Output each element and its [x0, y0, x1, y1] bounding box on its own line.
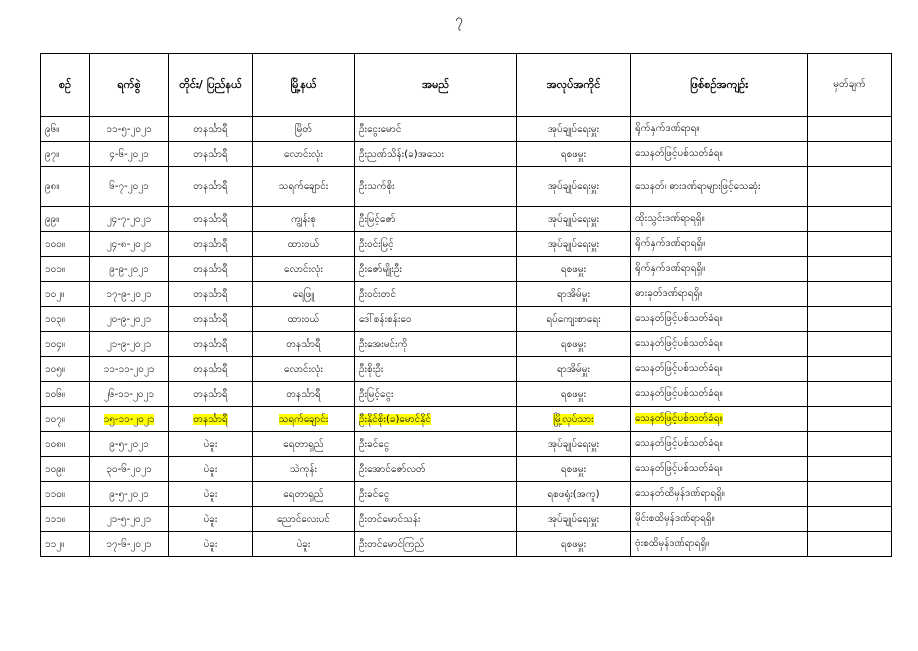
- cell-name-text: ဦးအောင်ဇော်လတ်: [359, 463, 426, 475]
- cell-no-text: ၁၁၁။: [45, 513, 65, 525]
- cell-date: [90, 507, 169, 532]
- cell-cause-text: ရိုက်နှက်ဒဏ်ရာရရှိ။: [635, 263, 706, 275]
- cell-no: [41, 117, 90, 142]
- cell-township-text: ရေတာရှည်: [283, 488, 324, 500]
- cell-region: [169, 207, 253, 232]
- cell-name-text: ဦးညဏ်သိန်း(ခ)အသေး: [359, 148, 445, 160]
- cell-township-text: ထားဝယ်: [287, 238, 320, 250]
- cell-name-text: ဦးငွေးမောင်: [359, 123, 402, 135]
- table-row: [41, 207, 892, 232]
- cell-name: [355, 407, 517, 432]
- cell-no-text: ၁၀၄။: [45, 338, 65, 350]
- cell-remark: [808, 207, 892, 232]
- cell-name-text: ဦးစိုးဦး: [359, 363, 384, 375]
- cell-township: [253, 207, 355, 232]
- cell-no: [41, 432, 90, 457]
- cell-township: [253, 357, 355, 382]
- cell-no-text: ၉၈။: [45, 181, 60, 192]
- cell-cause: [631, 232, 808, 257]
- cell-region-text: တနင်္သာရီ: [193, 313, 228, 325]
- cell-region: [169, 142, 253, 167]
- cell-no: [41, 357, 90, 382]
- cell-remark: [808, 232, 892, 257]
- cell-cause: [631, 282, 808, 307]
- cell-occupation-text: အုပ်ချုပ်ရေးမှူး: [547, 181, 600, 192]
- cell-date: [90, 482, 169, 507]
- cell-no-text: ၁၁၂။: [45, 538, 65, 550]
- cell-occupation-text: ရပ်ကျေးစာရေး: [546, 313, 601, 325]
- cell-region-text: တနင်္သာရီ: [193, 388, 228, 400]
- cell-township-text: သဲကုန်း: [289, 463, 318, 475]
- cell-no: [41, 457, 90, 482]
- cell-no-text: ၉၆။: [45, 123, 60, 135]
- cell-occupation-text: ရစဖမှူး: [560, 148, 587, 160]
- cell-township-text: လောင်းလုံး: [284, 263, 323, 275]
- header-remark: မှတ်ချက်: [808, 54, 892, 117]
- table-row: [41, 332, 892, 357]
- cell-region: [169, 307, 253, 332]
- cell-occupation: [517, 457, 631, 482]
- cell-no-text: ၁၀၂။: [45, 288, 65, 300]
- cell-township-text: သရက်ချောင်း: [278, 413, 329, 425]
- cell-name: [355, 507, 517, 532]
- cell-township-text: ရေဖြူ: [292, 288, 315, 300]
- cell-occupation-text: အုပ်ချုပ်ရေးမှူး: [547, 123, 600, 135]
- cell-name: [355, 232, 517, 257]
- cell-cause-text: သေနတ်ဖြင့်ပစ်သတ်ခံရ။: [635, 438, 723, 450]
- cell-no: [41, 232, 90, 257]
- cell-name-text: ဦးမြင့်ငွေး: [359, 388, 394, 400]
- cell-cause-text: သေနတ်ဖြင့်ပစ်သတ်ခံရ။: [635, 463, 723, 475]
- cell-cause-text: သေနတ်ထိမှန်ဒဏ်ရာရရှိ။: [635, 488, 725, 500]
- table-row: [41, 532, 892, 557]
- cell-township-text: တနင်္သာရီ: [286, 338, 321, 350]
- cell-name-text: ဦးဝင်းတင်: [359, 288, 397, 300]
- cell-occupation: [517, 207, 631, 232]
- table-row: [41, 232, 892, 257]
- cell-cause: [631, 482, 808, 507]
- cell-township: [253, 282, 355, 307]
- cell-cause: [631, 357, 808, 382]
- cell-remark: [808, 407, 892, 432]
- header-date: ရက်စွဲ: [90, 54, 169, 117]
- cell-township-text: ရေတာရှည်: [283, 438, 324, 450]
- cell-name-text: ဦးတင်မောင်သန်း: [359, 513, 421, 525]
- cell-no: [41, 307, 90, 332]
- cell-occupation: [517, 532, 631, 557]
- header-cause: ဖြစ်စဉ်အကျဉ်း: [631, 54, 808, 117]
- cell-cause: [631, 207, 808, 232]
- cell-township: [253, 257, 355, 282]
- table-row: [41, 357, 892, 382]
- cell-cause-text: သေနတ်ဖြင့်ပစ်သတ်ခံရ။: [635, 313, 723, 325]
- cell-name: [355, 457, 517, 482]
- cell-date: [90, 382, 169, 407]
- cell-township-text: ကျွန်းစု: [291, 213, 316, 225]
- header-name: အမည်: [355, 54, 517, 117]
- cell-remark: [808, 167, 892, 207]
- cell-date-text: ၁၅-၁၁-၂၀၂၁: [103, 413, 155, 425]
- cell-name: [355, 432, 517, 457]
- cell-date-text: ၁၁-၅-၂၀၂၁: [106, 123, 152, 135]
- cell-occupation-text: အုပ်ချုပ်ရေးမှူး: [547, 213, 600, 225]
- cell-name: [355, 117, 517, 142]
- header-region: တိုင်း/ ပြည်နယ်: [169, 54, 253, 117]
- cell-occupation-text: ရာအိမ်မှူး: [557, 363, 590, 375]
- table-row: [41, 257, 892, 282]
- cell-name-text: ဦးဝင်းမြင့်: [359, 238, 394, 250]
- cell-remark: [808, 457, 892, 482]
- cell-occupation: [517, 232, 631, 257]
- cell-cause-text: သေနတ်၊ ဓားဒဏ်ရာများဖြင့်သေဆုံး: [635, 180, 761, 192]
- cell-date-text: ၉-၅-၂၀၂၁: [109, 438, 149, 450]
- cell-township-text: ထားဝယ်: [287, 313, 320, 325]
- cell-occupation: [517, 257, 631, 282]
- cell-no-text: ၁၀၈။: [45, 438, 65, 450]
- cell-name: [355, 307, 517, 332]
- cell-date-text: ၆-၇-၂၀၂၁: [109, 181, 149, 192]
- cell-region: [169, 407, 253, 432]
- cell-no: [41, 332, 90, 357]
- cell-region: [169, 432, 253, 457]
- cell-township: [253, 382, 355, 407]
- cell-cause: [631, 382, 808, 407]
- cell-township: [253, 332, 355, 357]
- cell-no: [41, 207, 90, 232]
- cell-occupation: [517, 432, 631, 457]
- cell-cause-text: သေနတ်ဖြင့်ပစ်သတ်ခံရ။: [635, 338, 723, 350]
- cell-region: [169, 532, 253, 557]
- cell-no-text: ၁၀၃။: [45, 313, 65, 325]
- cell-no-text: ၁၀၁။: [45, 263, 65, 275]
- cell-cause-text: ထိုးသွင်းဒဏ်ရာရရှိ။: [635, 213, 705, 225]
- table-row: [41, 117, 892, 142]
- cell-no: [41, 167, 90, 207]
- cell-occupation-text: အုပ်ချုပ်ရေးမှူး: [547, 513, 600, 525]
- header-no: စဉ်: [41, 54, 90, 117]
- cell-occupation: [517, 407, 631, 432]
- table-row: [41, 407, 892, 432]
- table-row: [41, 307, 892, 332]
- cell-name: [355, 357, 517, 382]
- cell-region: [169, 357, 253, 382]
- cell-no: [41, 407, 90, 432]
- cell-region-text: တနင်္သာရီ: [193, 238, 228, 250]
- cell-township-text: မြိတ်: [294, 123, 313, 135]
- cell-name: [355, 257, 517, 282]
- cell-cause: [631, 507, 808, 532]
- cell-remark: [808, 307, 892, 332]
- cell-region-text: ပဲခူး: [203, 488, 218, 500]
- cell-occupation-text: ရစဖရုံး(အကူ): [547, 488, 600, 500]
- cell-remark: [808, 482, 892, 507]
- cell-cause-text: ဗုံးစထိမှန်ဒဏ်ရာရရှိ။: [635, 538, 710, 550]
- cell-no-text: ၉၉။: [45, 213, 60, 225]
- cell-date-text: ၉-၅-၂၀၂၁: [109, 488, 149, 500]
- cell-date: [90, 332, 169, 357]
- cell-remark: [808, 382, 892, 407]
- cell-cause: [631, 257, 808, 282]
- cell-date-text: ၁၇-၆-၂၀၂၁: [106, 538, 152, 550]
- cell-occupation: [517, 167, 631, 207]
- cell-date-text: ၂၁-၅-၂၀၂၁: [106, 513, 152, 525]
- cell-date: [90, 532, 169, 557]
- cell-date: [90, 142, 169, 167]
- cell-occupation-text: ရာအိမ်မှူး: [557, 288, 590, 300]
- cell-date-text: ၂၆-၁၁-၂၀၂၁: [103, 388, 155, 400]
- table-row: [41, 507, 892, 532]
- cell-no: [41, 142, 90, 167]
- cell-no: [41, 482, 90, 507]
- cell-date: [90, 232, 169, 257]
- cell-remark: [808, 282, 892, 307]
- cell-date: [90, 457, 169, 482]
- cell-name-text: ဦးနိုင်စိုး(ခ)မောင်နိုင်: [359, 413, 431, 425]
- cell-region-text: တနင်္သာရီ: [193, 123, 228, 135]
- cell-name-text: ဦးဇော်မျိုးဦး: [359, 263, 402, 275]
- header-occupation: အလုပ်အကိုင်: [517, 54, 631, 117]
- cell-name-text: ဦးခင်ငွေ: [359, 438, 390, 450]
- cell-region-text: ပဲခူး: [203, 538, 218, 550]
- cell-date-text: ၃၀-၆-၂၀၂၁: [106, 463, 152, 475]
- cell-township: [253, 457, 355, 482]
- incident-table: [40, 53, 892, 557]
- cell-date: [90, 432, 169, 457]
- cell-region-text: ပဲခူး: [203, 463, 218, 475]
- table-row: [41, 282, 892, 307]
- cell-name-text: ဦးတင်မောင်ကြည်: [359, 538, 425, 550]
- cell-date: [90, 257, 169, 282]
- cell-region-text: တနင်္သာရီ: [193, 263, 228, 275]
- cell-date-text: ၄-၆-၂၀၂၁: [109, 148, 149, 160]
- header-township: မြို့နယ်: [253, 54, 355, 117]
- cell-township-text: ညောင်လေးပင်: [277, 513, 330, 525]
- cell-name-text: ဦးမြင့်ဇော်: [359, 213, 396, 225]
- cell-cause: [631, 307, 808, 332]
- cell-region: [169, 507, 253, 532]
- cell-no-text: ၁၀၇။: [45, 413, 65, 425]
- cell-date: [90, 117, 169, 142]
- cell-date-text: ၂၄-၇-၂၀၂၁: [106, 213, 152, 225]
- cell-occupation: [517, 307, 631, 332]
- cell-cause-text: သေနတ်ဖြင့်ပစ်သတ်ခံရ။: [635, 363, 723, 375]
- cell-township: [253, 432, 355, 457]
- cell-cause: [631, 407, 808, 432]
- cell-date: [90, 207, 169, 232]
- cell-remark: [808, 117, 892, 142]
- cell-no-text: ၁၀၉။: [45, 463, 65, 475]
- cell-date-text: ၁၁-၁၁-၂၀၂၁: [103, 363, 155, 375]
- table-row: [41, 167, 892, 207]
- cell-cause-text: မိုင်းစထိမှန်ဒဏ်ရာရရှိ။: [635, 513, 715, 525]
- cell-name: [355, 382, 517, 407]
- cell-region-text: တနင်္သာရီ: [193, 338, 228, 350]
- cell-remark: [808, 357, 892, 382]
- cell-region: [169, 117, 253, 142]
- cell-cause-text: သေနတ်ဖြင့်ပစ်သတ်ခံရ။: [635, 148, 723, 160]
- cell-date: [90, 407, 169, 432]
- cell-name: [355, 532, 517, 557]
- cell-township: [253, 507, 355, 532]
- cell-name: [355, 167, 517, 207]
- cell-no: [41, 282, 90, 307]
- cell-name-text: ဒေါ်စန်းစန်းဝေ: [359, 313, 412, 325]
- cell-cause: [631, 167, 808, 207]
- cell-occupation: [517, 117, 631, 142]
- cell-remark: [808, 257, 892, 282]
- cell-cause: [631, 142, 808, 167]
- cell-region-text: တနင်္သာရီ: [193, 213, 228, 225]
- cell-date-text: ၁၇-၉-၂၀၂၁: [106, 288, 152, 300]
- cell-cause-text: ရိုက်နှက်ဒဏ်ရာရရှိ။: [635, 238, 706, 250]
- cell-region-text: တနင်္သာရီ: [193, 413, 228, 425]
- cell-occupation-text: ရစဖမှူး: [560, 338, 587, 350]
- cell-remark: [808, 532, 892, 557]
- cell-township: [253, 167, 355, 207]
- cell-occupation: [517, 382, 631, 407]
- cell-township: [253, 142, 355, 167]
- cell-township-text: ပဲခူး: [296, 538, 311, 550]
- cell-remark: [808, 432, 892, 457]
- table-header-row: [41, 54, 892, 117]
- cell-region-text: တနင်္သာရီ: [193, 288, 228, 300]
- cell-township: [253, 407, 355, 432]
- table-row: [41, 432, 892, 457]
- cell-cause: [631, 532, 808, 557]
- cell-region: [169, 457, 253, 482]
- cell-cause-text: သေနတ်ဖြင့်ပစ်သတ်ခံရ။: [635, 388, 723, 400]
- cell-no-text: ၁၀၅။: [45, 363, 65, 375]
- cell-name: [355, 332, 517, 357]
- cell-remark: [808, 507, 892, 532]
- cell-township: [253, 482, 355, 507]
- cell-date-text: ၂၀-၉-၂၀၂၁: [106, 313, 152, 325]
- table-row: [41, 482, 892, 507]
- cell-cause: [631, 117, 808, 142]
- cell-name-text: ဦးခင်ငွေ: [359, 488, 390, 500]
- cell-township: [253, 307, 355, 332]
- cell-occupation-text: မြို့လုပ်သား: [553, 413, 594, 425]
- cell-date: [90, 307, 169, 332]
- cell-region: [169, 232, 253, 257]
- cell-occupation: [517, 507, 631, 532]
- cell-date: [90, 282, 169, 307]
- cell-no: [41, 382, 90, 407]
- cell-name: [355, 207, 517, 232]
- page-number: ၇: [455, 12, 463, 28]
- cell-region: [169, 257, 253, 282]
- cell-occupation: [517, 357, 631, 382]
- cell-region-text: တနင်္သာရီ: [193, 363, 228, 375]
- cell-occupation: [517, 142, 631, 167]
- cell-date-text: ၂၁-၉-၂၀၂၁: [106, 338, 152, 350]
- cell-region: [169, 482, 253, 507]
- cell-cause: [631, 432, 808, 457]
- cell-name-text: ဦးသက်စိုး: [359, 181, 395, 192]
- cell-occupation: [517, 282, 631, 307]
- cell-region-text: ပဲခူး: [203, 438, 218, 450]
- cell-no-text: ၉၇။: [45, 148, 60, 160]
- table-row: [41, 457, 892, 482]
- cell-township-text: သရက်ချောင်း: [278, 181, 329, 192]
- cell-no-text: ၁၁၀။: [45, 488, 65, 500]
- cell-region: [169, 282, 253, 307]
- cell-occupation-text: ရစဖမှူး: [560, 538, 587, 550]
- cell-no: [41, 507, 90, 532]
- cell-occupation-text: အုပ်ချုပ်ရေးမှူး: [547, 438, 600, 450]
- cell-region: [169, 382, 253, 407]
- cell-date: [90, 167, 169, 207]
- cell-name: [355, 142, 517, 167]
- cell-occupation-text: ရစဖမှူး: [560, 388, 587, 400]
- table-row: [41, 382, 892, 407]
- cell-date: [90, 357, 169, 382]
- cell-remark: [808, 142, 892, 167]
- cell-region-text: ပဲခူး: [203, 513, 218, 525]
- cell-occupation: [517, 332, 631, 357]
- cell-no: [41, 257, 90, 282]
- cell-occupation-text: အုပ်ချုပ်ရေးမှူး: [547, 238, 600, 250]
- cell-township: [253, 117, 355, 142]
- cell-township: [253, 232, 355, 257]
- cell-occupation: [517, 482, 631, 507]
- cell-cause: [631, 457, 808, 482]
- cell-cause-text: ရိုက်နှက်ဒဏ်ရာရ။: [635, 123, 700, 135]
- cell-no-text: ၁၀၆။: [45, 388, 65, 400]
- cell-name: [355, 482, 517, 507]
- cell-region: [169, 167, 253, 207]
- cell-region-text: တနင်္သာရီ: [193, 181, 228, 192]
- cell-name-text: ဦးအေးမင်းကို: [359, 338, 408, 350]
- cell-remark: [808, 332, 892, 357]
- cell-occupation-text: ရစဖမှူး: [560, 463, 587, 475]
- cell-township-text: လောင်းလုံး: [284, 148, 323, 160]
- cell-township-text: လောင်းလုံး: [284, 363, 323, 375]
- cell-township-text: တနင်္သာရီ: [286, 388, 321, 400]
- cell-date-text: ၂၄-၈-၂၀၂၁: [106, 238, 152, 250]
- cell-no: [41, 532, 90, 557]
- cell-cause-text: ဓားခုတ်ဒဏ်ရာရရှိ။: [635, 288, 703, 300]
- cell-township: [253, 532, 355, 557]
- cell-region: [169, 332, 253, 357]
- cell-region-text: တနင်္သာရီ: [193, 148, 228, 160]
- cell-occupation-text: ရစဖမှူး: [560, 263, 587, 275]
- cell-cause: [631, 332, 808, 357]
- cell-cause-text: သေနတ်ဖြင့်ပစ်သတ်ခံရ။: [635, 413, 723, 425]
- cell-date-text: ၉-၉-၂၀၂၁: [109, 263, 149, 275]
- cell-name: [355, 282, 517, 307]
- cell-no-text: ၁၀၀။: [45, 238, 65, 250]
- table-row: [41, 142, 892, 167]
